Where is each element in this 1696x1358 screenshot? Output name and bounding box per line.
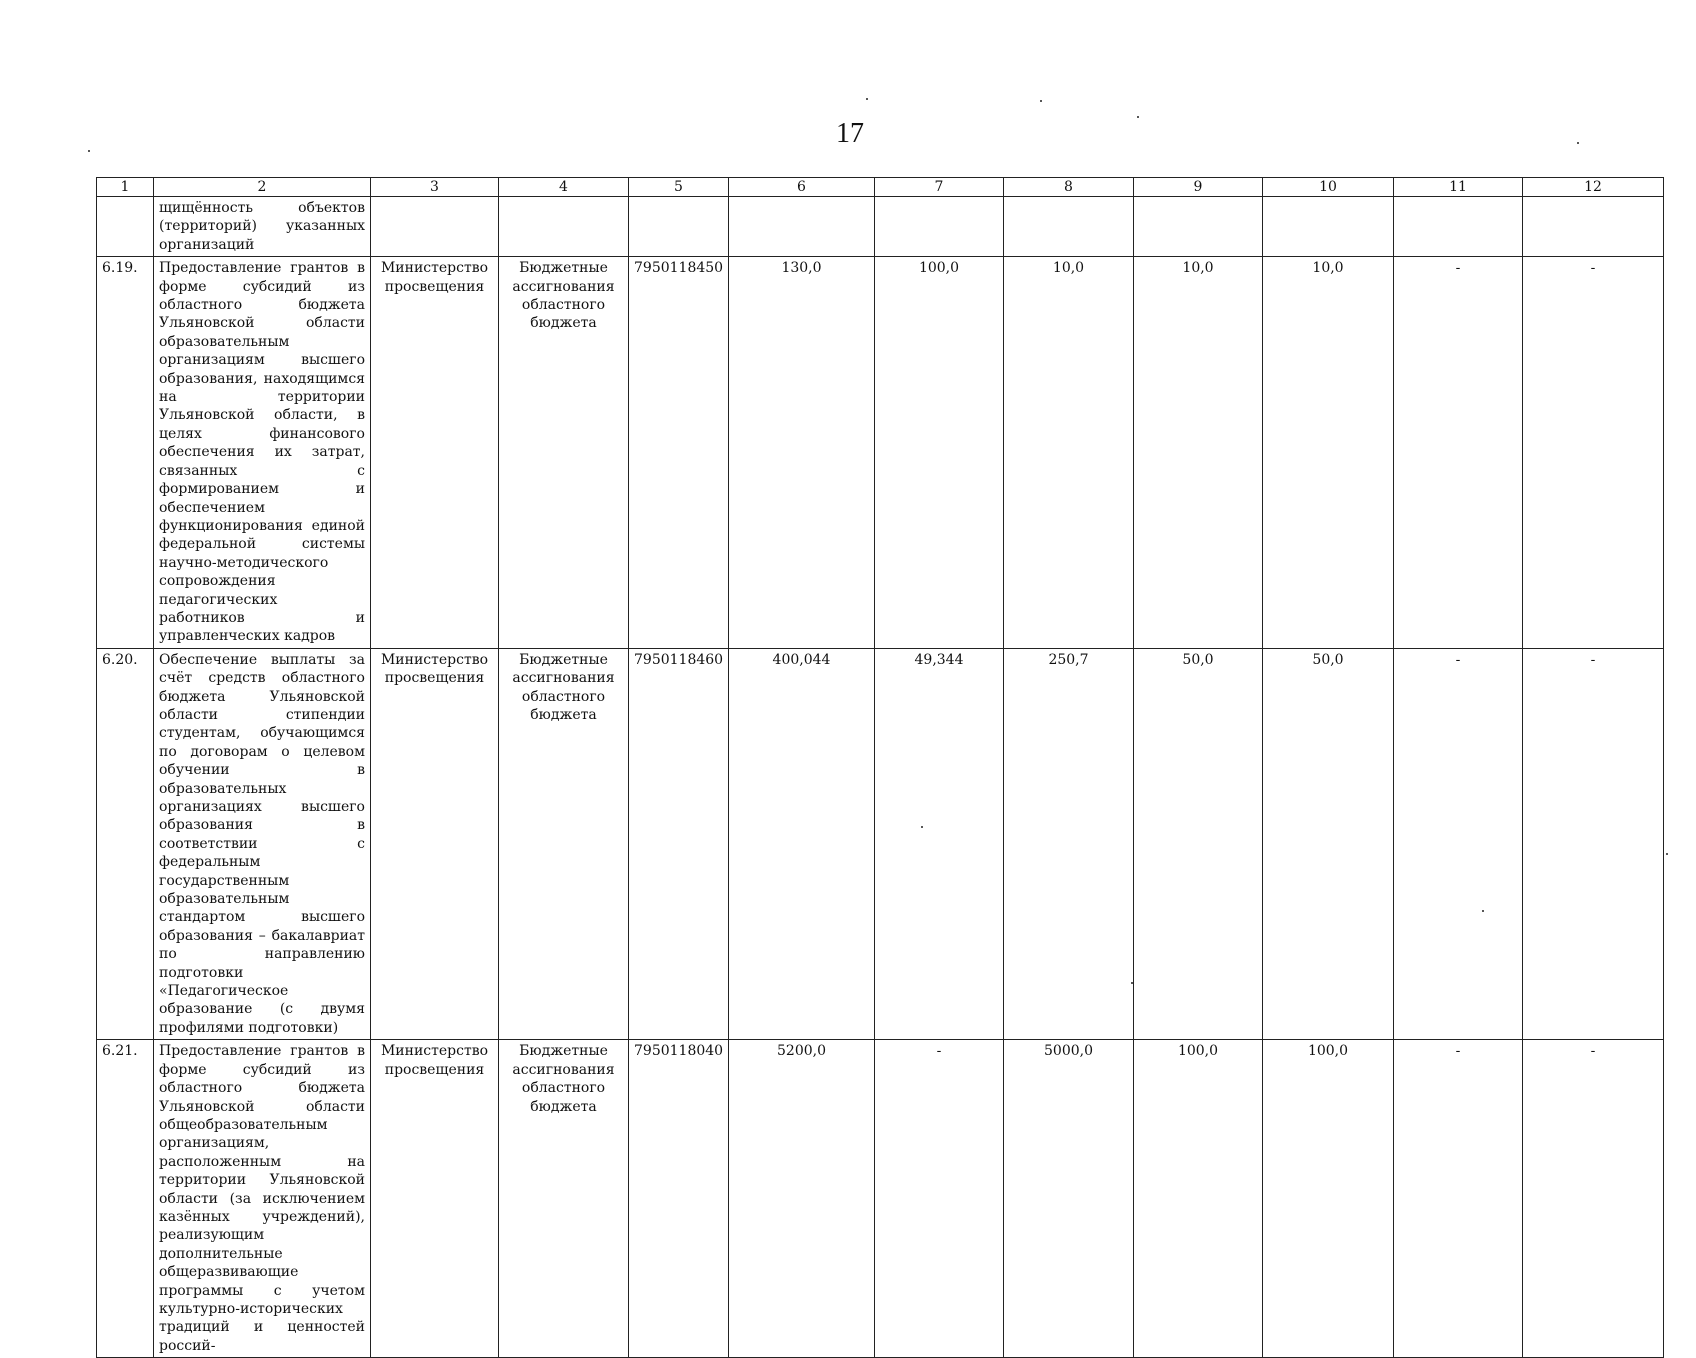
table-row (97, 197, 1664, 257)
amount-col8: 10,0 (1004, 257, 1134, 649)
column-header: 10 (1263, 178, 1394, 197)
amount-col10: 100,0 (1263, 1040, 1394, 1358)
amount-col9 (1134, 197, 1263, 257)
scan-speck (1040, 100, 1042, 102)
amount-col10: 50,0 (1263, 648, 1394, 1040)
amount-total (729, 197, 875, 257)
column-header: 9 (1134, 178, 1263, 197)
column-header: 12 (1523, 178, 1664, 197)
amount-col11: - (1394, 648, 1523, 1040)
activity-name: Предоставление грантов в форме субсидий из областного бюджета Ульяновской области образовательным организациям высшего образования, находящимся на территории Ульяновской области, в целях финансового обеспечения их затрат, связанных с формированием и обеспечением функционирования единой федеральной системы научно-методического сопровождения педагогических работников и управленческих кадров (154, 257, 371, 649)
amount-col12 (1523, 197, 1664, 257)
funding-source: Бюджетные ассигнования областного бюджета (499, 648, 629, 1040)
amount-col11: - (1394, 1040, 1523, 1358)
row-number: 6.19. (97, 257, 154, 649)
page-number: 17 (836, 118, 864, 149)
budget-code: 7950118460 (629, 648, 729, 1040)
amount-col8 (1004, 197, 1134, 257)
activity-name: Предоставление грантов в форме субсидий из областного бюджета Ульяновской области общеобразовательным организациям, расположенным на территории Ульяновской области (за исключением казённых учреждений), реализующим дополнительные общеразвивающие программы с учетом культурно-исторических традиций и ценностей россий- (154, 1040, 371, 1358)
row-number: 6.21. (97, 1040, 154, 1358)
scan-speck (88, 150, 90, 152)
amount-col10: 10,0 (1263, 257, 1394, 649)
executor: Министерство просвещения (371, 648, 499, 1040)
amount-col12: - (1523, 1040, 1664, 1358)
amount-col7: - (875, 1040, 1004, 1358)
executor: Министерство просвещения (371, 257, 499, 649)
amount-col11 (1394, 197, 1523, 257)
amount-col12: - (1523, 648, 1664, 1040)
budget-table (96, 177, 1664, 1358)
table-row (97, 1040, 1664, 1358)
activity-name: щищённость объектов (территорий) указанных организаций (154, 197, 371, 257)
amount-col8: 5000,0 (1004, 1040, 1134, 1358)
budget-code: 7950118450 (629, 257, 729, 649)
funding-source: Бюджетные ассигнования областного бюджета (499, 1040, 629, 1358)
table-row (97, 257, 1664, 649)
amount-col10 (1263, 197, 1394, 257)
amount-col9: 50,0 (1134, 648, 1263, 1040)
amount-col7: 49,344 (875, 648, 1004, 1040)
funding-source: Бюджетные ассигнования областного бюджета (499, 257, 629, 649)
column-header: 6 (729, 178, 875, 197)
amount-total: 130,0 (729, 257, 875, 649)
budget-code: 7950118040 (629, 1040, 729, 1358)
activity-name: Обеспечение выплаты за счёт средств областного бюджета Ульяновской области стипендии студентам, обучающимся по договорам о целевом обучении в образовательных организациях высшего образования в соответствии с федеральным государственным образовательным стандартом высшего образования – бакалавриат по направлению подготовки «Педагогическое образование (с двумя профилями подготовки) (154, 648, 371, 1040)
amount-col9: 100,0 (1134, 1040, 1263, 1358)
column-header: 7 (875, 178, 1004, 197)
scan-speck (1666, 853, 1668, 855)
column-header: 2 (154, 178, 371, 197)
column-number-row (97, 178, 1664, 197)
column-header: 8 (1004, 178, 1134, 197)
column-header: 4 (499, 178, 629, 197)
table-row (97, 648, 1664, 1040)
amount-col7: 100,0 (875, 257, 1004, 649)
amount-total: 400,044 (729, 648, 875, 1040)
amount-col7 (875, 197, 1004, 257)
scan-speck (1577, 142, 1579, 144)
scan-speck (866, 98, 868, 100)
amount-col12: - (1523, 257, 1664, 649)
column-header: 3 (371, 178, 499, 197)
row-number (97, 197, 154, 257)
amount-col8: 250,7 (1004, 648, 1134, 1040)
amount-total: 5200,0 (729, 1040, 875, 1358)
executor (371, 197, 499, 257)
column-header: 11 (1394, 178, 1523, 197)
column-header: 1 (97, 178, 154, 197)
amount-col11: - (1394, 257, 1523, 649)
budget-code (629, 197, 729, 257)
scan-speck (1137, 116, 1139, 118)
row-number: 6.20. (97, 648, 154, 1040)
column-header: 5 (629, 178, 729, 197)
executor: Министерство просвещения (371, 1040, 499, 1358)
amount-col9: 10,0 (1134, 257, 1263, 649)
funding-source (499, 197, 629, 257)
